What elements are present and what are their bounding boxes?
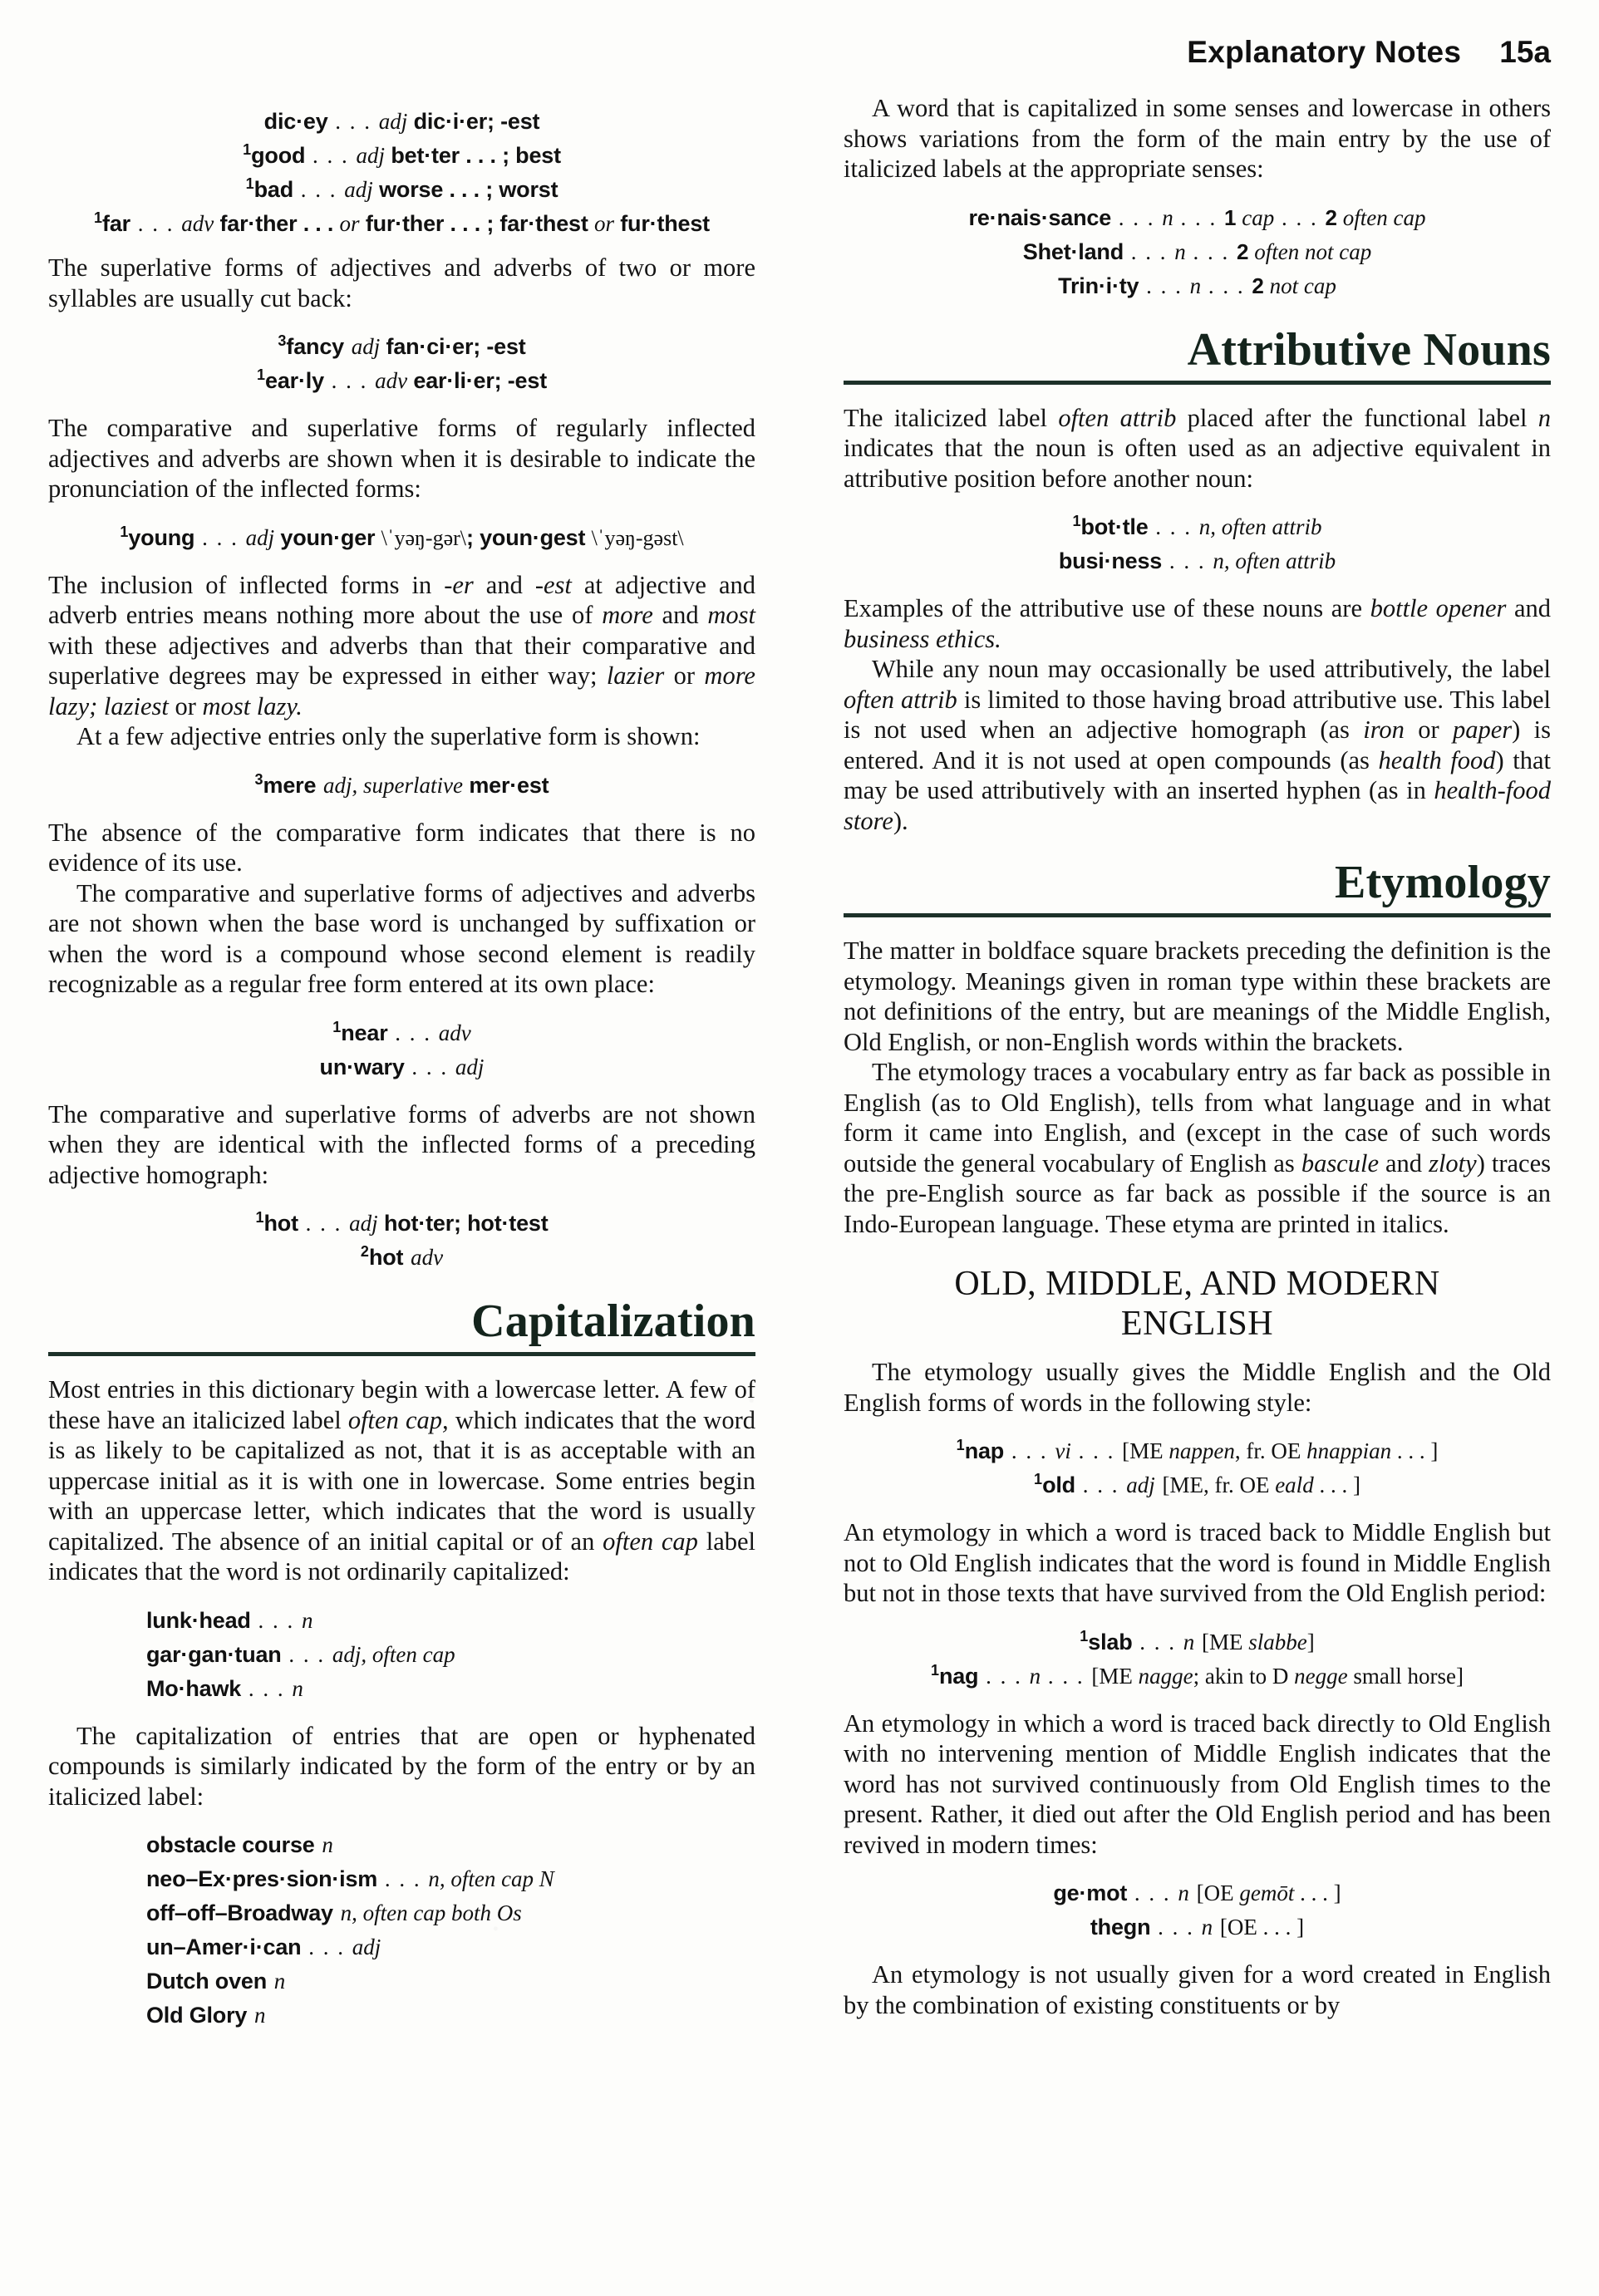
etymology-close: small horse]: [1347, 1663, 1464, 1689]
paragraph-inclusion: The inclusion of inflected forms in -er and -est at adjective and adverb entries means nothing more about the use of more and most with these adjectives and adverbs than that their comparative and superlative degrees may be expressed in either way; lazier or more lazy; laziest or most lazy.: [48, 570, 756, 720]
entry-dots: . . .: [1004, 1438, 1055, 1463]
paragraph-italicized-label: The italicized label often attrib placed after the functional label n indicates that the noun is often used as an adjective equivalent in attributive position before another noun:: [844, 403, 1551, 493]
entry-gargantuan: [146, 1638, 755, 1672]
sense-number: 1: [1224, 204, 1237, 230]
entry-label: n, often attrib: [1213, 548, 1336, 573]
entry-superscript: 3: [278, 332, 287, 349]
etymology-italic: slabbe: [1248, 1629, 1307, 1654]
section-heading-text: Capitalization: [471, 1295, 755, 1347]
entry-dots: . . .: [1148, 514, 1199, 539]
entry-early: [48, 364, 755, 398]
left-column: [48, 93, 755, 2048]
entry-label: n, often attrib: [1198, 514, 1322, 539]
paragraph-tracedback: An etymology in which a word is traced back to Middle English but not to Old English indicates that the word is found in Middle English but not in those texts that have survived from the Old English period:: [844, 1518, 1551, 1607]
paragraph-capitalized-senses: A word that is capitalized in some senses and lowercase in others shows variations from the form of the main entry by the use of italicized labels at the appropriate senses:: [844, 94, 1551, 183]
paragraph-matter: The matter in boldface square brackets preceding the definition is the etymology. Meanings given in roman type within these brackets are not definitions of the entry, but are meanings of the Middle English, Old English, or non-English words within the brackets.: [844, 937, 1551, 1056]
paragraph-mostentries: Most entries in this dictionary begin with a lowercase letter. A few of these have an italicized label often cap, which indicates that the word is as likely to be capitalized as not, that it is as acceptable with an uppercase initial as it is with one in lowercase. Some entries begin with an uppercase letter, which indicates that the word is usually capitalized. The absence of an initial capital or of an often cap label indicates that the word is not ordinarily capitalized:: [48, 1375, 755, 1586]
entry-headword: un–Amer·i·can: [146, 1935, 302, 1959]
entry-dots: . . .: [241, 1675, 293, 1701]
entry-gemot: [844, 1876, 1551, 1910]
entry-superscript: 1: [243, 141, 252, 158]
paragraph-absence: The absence of the comparative form indicates that there is no evidence of its use.: [48, 818, 755, 877]
example-block-attributive: [844, 510, 1551, 578]
entry-dots-2: [1189, 1881, 1197, 1905]
entry-headword: ear·ly: [265, 368, 324, 393]
entry-off-off-broadway: [146, 1896, 755, 1930]
paragraph-anynoun: While any noun may occasionally be used attributively, the label often attrib is limited to those having broad attributive use. This label is not used when an adjective homograph (as iron or paper) is entered. And it is not used at open compounds (as health food) that may be used attributively with an inserted hyphen (as in health-food store).: [844, 655, 1551, 835]
etymology-open: [ME, fr. OE: [1162, 1472, 1276, 1497]
paragraph-cutback: The superlative forms of adjectives and adverbs of two or more syllables are usually cut back:: [48, 253, 755, 312]
entry-dots: [344, 334, 352, 359]
entry-pronunciation: \ˈyəŋ-gər\: [381, 525, 466, 550]
etymology-close: . . . ]: [1391, 1438, 1439, 1463]
subheading-line-2: ENGLISH: [1120, 1305, 1274, 1343]
entry-shetland: [844, 235, 1551, 269]
example-block-renaissance: [844, 201, 1551, 303]
entry-dots: . . .: [978, 1663, 1030, 1689]
section-heading-text: Attributive Nouns: [1187, 323, 1551, 376]
entry-dots: [333, 1900, 341, 1925]
entry-bottle: [844, 510, 1551, 544]
sense-number: 2: [1252, 273, 1264, 298]
entry-label: adj: [245, 524, 275, 550]
entry-label: n: [1178, 1881, 1189, 1905]
paragraph-usuallygives: The etymology usually gives the Middle English and the Old English forms of words in the following style:: [844, 1358, 1551, 1417]
entry-near: [48, 1016, 755, 1050]
entry-far: [48, 207, 755, 241]
entry-dots: . . .: [1127, 1881, 1178, 1905]
example-block-inflected: [48, 105, 755, 241]
entry-label: n: [1189, 273, 1202, 298]
entry-inflections: dic·i·er; -est: [407, 109, 540, 134]
entry-good: [48, 139, 755, 173]
entry-fancy: [48, 330, 755, 364]
entry-label: adv: [375, 368, 408, 393]
entry-dots-3: . . .: [1274, 204, 1326, 230]
sense-number: 2: [1237, 238, 1249, 264]
entry-old-glory: [146, 1999, 755, 2033]
entry-dots-2: [1194, 1630, 1202, 1654]
entry-dots: . . .: [377, 1866, 429, 1891]
example-block-cutback: [48, 330, 755, 398]
entry-inflections: bet·ter . . . ; best: [385, 143, 561, 168]
entry-dots: [267, 1969, 274, 1994]
entry-unwary: [48, 1050, 755, 1084]
entry-dots: . . .: [281, 1641, 332, 1667]
etymology-close: . . . ]: [1294, 1881, 1341, 1905]
entry-bad: [48, 173, 755, 207]
etymology-open: [ME: [1202, 1629, 1249, 1654]
entry-trinity: [844, 269, 1551, 303]
entry-label: adv: [438, 1020, 471, 1045]
right-column: [844, 93, 1551, 2048]
entry-inflections-2: ; youn·gest: [466, 524, 592, 550]
section-heading-etymology: [844, 858, 1551, 917]
entry-dots: . . .: [1124, 238, 1175, 264]
entry-superscript: 1: [930, 1661, 939, 1679]
entry-label: adv: [181, 211, 214, 236]
entry-label: adj: [351, 334, 381, 359]
entry-dots: . . .: [327, 109, 379, 134]
page-folio: 15a: [1499, 35, 1551, 69]
example-block-nap-old: [844, 1434, 1551, 1502]
etymology-close: . . . ]: [1313, 1472, 1360, 1497]
sense-number-2: 2: [1325, 204, 1337, 230]
entry-dots: . . .: [305, 143, 357, 168]
etymology-open: [OE: [1219, 1915, 1257, 1940]
etymology-italic: nappen: [1168, 1438, 1235, 1463]
entry-dots: . . .: [323, 368, 376, 393]
entry-label: adj: [378, 109, 408, 134]
etymology-open: [ME: [1122, 1438, 1169, 1463]
entry-headword: bad: [253, 177, 294, 202]
entry-label: n, often cap both Os: [340, 1900, 522, 1925]
entry-label: n: [301, 1607, 313, 1633]
entry-slab: [844, 1625, 1551, 1659]
subheading-old-middle-modern-english: [844, 1264, 1551, 1344]
etymology-italic: nagge: [1138, 1663, 1193, 1689]
entry-nap: [844, 1434, 1551, 1468]
etymology-close: ]: [1306, 1629, 1315, 1654]
entry-label: n: [322, 1832, 333, 1857]
etymology-open: [ME: [1091, 1663, 1139, 1689]
entry-headword: Mo·hawk: [146, 1675, 242, 1701]
running-head: [1187, 35, 1551, 70]
entry-inflections: mer·est: [463, 772, 549, 798]
entry-hot-adv: [48, 1241, 755, 1275]
entry-inflections: youn·ger: [274, 524, 381, 550]
entry-headword: dic·ey: [263, 109, 328, 134]
entry-thegn: [844, 1910, 1551, 1944]
section-rule: [844, 913, 1551, 917]
entry-inflections: hot·ter; hot·test: [377, 1211, 549, 1236]
section-heading-attributive-nouns: [844, 325, 1551, 385]
entry-dots-2: . . .: [1201, 273, 1252, 298]
entry-dots: . . .: [1162, 548, 1213, 573]
etymology-italic: gemōt: [1239, 1881, 1295, 1905]
example-block-capitalization: [48, 1604, 755, 1706]
example-block-near: [48, 1016, 755, 1084]
entry-dots: [247, 2003, 254, 2028]
etymology-italic: eald: [1275, 1472, 1314, 1497]
entry-label-2: not cap: [1269, 273, 1336, 298]
example-block-slab-nag: [844, 1625, 1551, 1694]
paragraph-traces: The etymology traces a vocabulary entry as far back as possible in English (as to Old English), tells from what language and in what form it came into English, and (except in the case of such words outside the general vocabulary of English as bascule and zloty) traces the pre-English source as far back as possible if the source is an Indo‐European language. These etyma are printed in italics.: [844, 1058, 1551, 1238]
entry-headword: neo–Ex·pres·sion·ism: [146, 1866, 378, 1891]
section-heading-text: Etymology: [1334, 857, 1551, 908]
entry-business: [844, 544, 1551, 578]
entry-dots-2: . . .: [1173, 204, 1225, 230]
entry-label: adj, often cap: [332, 1641, 455, 1667]
entry-neo-expressionism: [146, 1862, 755, 1896]
paragraph-fewadj: At a few adjective entries only the superlative form is shown:: [76, 722, 701, 750]
entry-headword: fancy: [286, 334, 344, 359]
entry-inflections-3: fur·thest: [613, 211, 710, 236]
entry-dots: . . .: [1150, 1915, 1202, 1940]
entry-dots-2: . . .: [1041, 1663, 1092, 1689]
entry-label: adj: [455, 1054, 485, 1079]
entry-headword: Dutch oven: [146, 1969, 268, 1994]
entry-dots: [403, 1245, 411, 1270]
entry-dots: . . .: [1075, 1472, 1127, 1497]
entry-superscript: 1: [257, 366, 266, 383]
entry-superscript: 1: [1072, 513, 1081, 529]
entry-headword: bot·tle: [1080, 514, 1149, 539]
entry-dots: . . .: [1132, 1629, 1183, 1654]
entry-dots: . . .: [1111, 204, 1163, 230]
example-block-mere: [48, 769, 755, 803]
entry-headword: Trin·i·ty: [1058, 273, 1139, 298]
entry-superscript: 1: [332, 1018, 342, 1035]
entry-superscript: 1: [1034, 1471, 1043, 1487]
entry-inflections: fan·ci·er; -est: [380, 334, 526, 359]
entry-superscript: 1: [956, 1437, 965, 1453]
entry-label: n: [1201, 1915, 1213, 1940]
entry-headword: good: [251, 143, 306, 168]
entry-hot-adj: [48, 1207, 755, 1241]
entry-lunkhead: [146, 1604, 755, 1638]
entry-headword: Shet·land: [1022, 238, 1124, 264]
entry-obstacle-course: [146, 1828, 755, 1862]
paragraph-directly-old-english: An etymology in which a word is traced back directly to Old English with no intervening mention of Middle English indicates that the word has not survived continuously from Old English times to the present. Rather, it died out after the Old English period and has been revived in modern times:: [844, 1708, 1551, 1859]
etymology-mid: ; akin to D: [1193, 1663, 1295, 1689]
two-column-body: [48, 93, 1551, 2048]
subheading-line-1: OLD, MIDDLE, AND MODERN: [954, 1265, 1440, 1303]
example-block-hot: [48, 1207, 755, 1275]
entry-headword: gar·gan·tuan: [146, 1641, 282, 1667]
entry-mohawk: [146, 1672, 755, 1706]
example-block-young: [48, 521, 755, 555]
entry-dots: . . .: [293, 177, 345, 202]
entry-dots: . . .: [250, 1607, 302, 1633]
paragraph-notshown: The comparative and superlative forms of adjectives and adverbs are not shown when the base word is unchanged by suffixation or when the word is a compound whose second element is readily recognizable as a regular free form entered at its own place:: [48, 878, 755, 998]
entry-label: n: [292, 1675, 303, 1701]
entry-dots: . . .: [194, 524, 246, 550]
paragraph-notusually: An etymology is not usually given for a word created in English by the combination of existing constituents or by: [844, 1960, 1551, 2019]
paragraph-adverbs: The comparative and superlative forms of adverbs are not shown when they are identical with the inflected forms of a preceding adjective homograph:: [48, 1099, 755, 1189]
entry-dots: . . .: [387, 1020, 439, 1045]
entry-superscript: 1: [1080, 1627, 1089, 1645]
entry-inflections: far·ther . . .: [214, 211, 340, 236]
entry-headword: Old Glory: [146, 2003, 248, 2028]
entry-label-2: often not cap: [1254, 238, 1372, 264]
entry-dicey: [48, 105, 755, 139]
entry-label: adj: [352, 1935, 381, 1959]
entry-label: n: [1174, 238, 1186, 264]
paragraph-examples-attributive: Examples of the attributive use of these nouns are bottle opener and business ethics.: [844, 594, 1552, 653]
entry-dots-2: [1213, 1915, 1220, 1940]
example-block-gemot-thegn: [844, 1876, 1551, 1944]
etymology-open: [OE: [1196, 1881, 1240, 1905]
entry-label: adj: [349, 1211, 378, 1236]
entry-mere: [48, 769, 755, 803]
entry-label: adj: [356, 143, 386, 168]
section-rule: [48, 1352, 755, 1356]
entry-headword: slab: [1088, 1629, 1133, 1654]
entry-headword: far: [102, 211, 130, 236]
entry-headword: young: [128, 524, 195, 550]
section-rule: [844, 381, 1551, 385]
entry-inflections: ear·li·er; -est: [407, 368, 547, 393]
entry-nag: [844, 1659, 1551, 1694]
entry-label-or-2: or: [593, 211, 614, 236]
entry-superscript: 2: [360, 1243, 369, 1260]
section-heading-capitalization: [48, 1296, 755, 1356]
entry-headword: nag: [938, 1663, 979, 1689]
entry-headword: busi·ness: [1058, 548, 1163, 573]
entry-label-3: often cap: [1342, 204, 1426, 230]
entry-headword: off–off–Broadway: [146, 1900, 333, 1925]
entry-label: n: [1029, 1663, 1041, 1689]
entry-dots: [316, 773, 323, 798]
etymology-close: . . . ]: [1257, 1915, 1305, 1940]
entry-label: adj, superlative: [323, 772, 464, 798]
entry-old: [844, 1468, 1551, 1502]
entry-label: n: [1162, 204, 1173, 230]
entry-headword: obstacle course: [146, 1832, 315, 1857]
entry-superscript: 1: [255, 1209, 264, 1226]
etymology-italic-2: negge: [1294, 1663, 1348, 1689]
entry-headword: mere: [263, 772, 317, 798]
entry-dutch-oven: [146, 1964, 755, 1999]
entry-label: n, often cap N: [428, 1866, 554, 1891]
etymology-italic-2: hnappian: [1306, 1438, 1392, 1463]
entry-superscript: 1: [120, 523, 129, 540]
entry-inflections-2: fur·ther . . . ; far·thest: [359, 211, 594, 236]
entry-headword: hot: [368, 1245, 404, 1270]
example-block-compounds: [48, 1828, 755, 2033]
entry-dots-2: . . .: [1185, 238, 1237, 264]
entry-label: n: [253, 2003, 266, 2028]
entry-headword: old: [1042, 1472, 1075, 1497]
entry-superscript: 1: [245, 175, 254, 192]
entry-label: adj: [344, 177, 373, 202]
entry-young: [48, 521, 755, 555]
entry-headword: near: [341, 1020, 388, 1045]
etymology-mid: , fr. OE: [1234, 1438, 1307, 1463]
entry-dots: . . .: [298, 1211, 350, 1236]
entry-headword: un·wary: [319, 1054, 405, 1079]
entry-dots-2: . . .: [1070, 1438, 1123, 1463]
entry-label-2: cap: [1242, 204, 1275, 230]
entry-dots: . . .: [130, 211, 182, 236]
entry-headword: lunk·head: [146, 1607, 251, 1633]
entry-un-american: [146, 1930, 755, 1964]
entry-label: adj: [1126, 1472, 1155, 1497]
entry-headword: hot: [263, 1211, 298, 1236]
entry-headword: thegn: [1090, 1915, 1151, 1940]
entry-label: n: [273, 1969, 286, 1994]
entry-headword: re·nais·sance: [968, 204, 1112, 230]
entry-pronunciation-2: \ˈyəŋ-gəst\: [591, 525, 684, 550]
entry-label: vi: [1055, 1438, 1071, 1463]
entry-inflections: worse . . . ; worst: [372, 177, 558, 202]
running-head-title: Explanatory Notes: [1187, 35, 1462, 69]
entry-label: adv: [411, 1245, 444, 1270]
entry-label: n: [1183, 1629, 1195, 1654]
entry-label-or: or: [339, 211, 360, 236]
entry-dots: . . .: [301, 1935, 352, 1959]
entry-renaissance: [844, 201, 1551, 235]
entry-superscript: 3: [254, 770, 263, 788]
entry-superscript: 1: [94, 209, 103, 226]
entry-headword: ge·mot: [1053, 1881, 1128, 1905]
entry-headword: nap: [964, 1438, 1005, 1463]
paragraph-comparative: The comparative and superlative forms of regularly inflected adjectives and adverbs are shown when it is desirable to indicate the pronunciation of the inflected forms:: [48, 414, 755, 503]
entry-dots: . . .: [404, 1054, 455, 1079]
paragraph-opencompounds: The capitalization of entries that are open or hyphenated compounds is similarly indicated by the form of the entry or by an italicized label:: [48, 1721, 755, 1811]
entry-dots: . . .: [1139, 273, 1190, 298]
